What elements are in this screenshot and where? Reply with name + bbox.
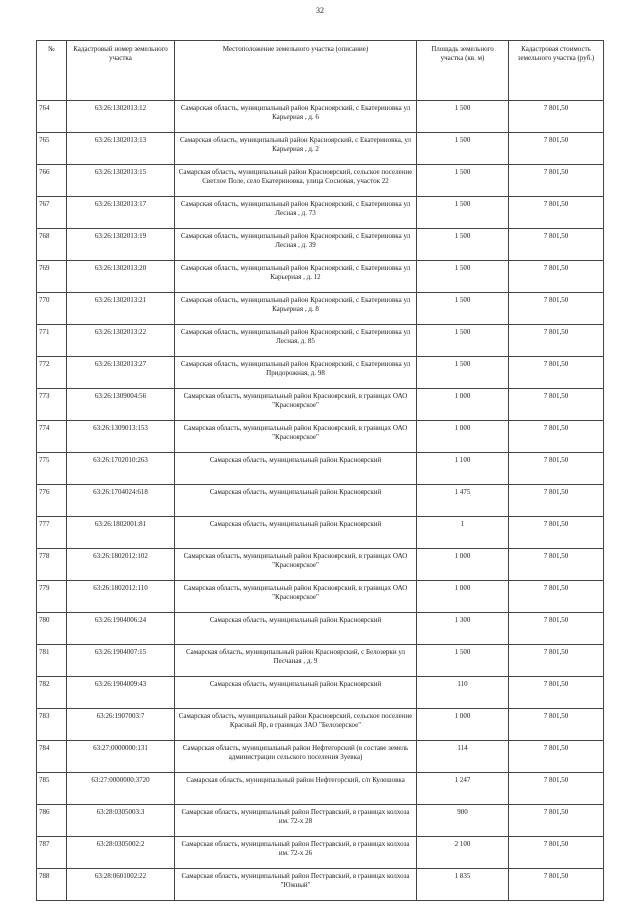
cell-cadastral: 63:26:1302013:27 — [67, 357, 175, 389]
cell-area: 1 500 — [417, 229, 509, 261]
cell-location: Самарская область, муниципальный район Пестравский, в границах колхоза им. 72-х 28 — [175, 805, 417, 837]
cell-location: Самарская область, муниципальный район Красноярский, с Екатериновка ул Лесная , д. 73 — [175, 197, 417, 229]
table-row — [37, 325, 604, 357]
cell-area: 1 500 — [417, 133, 509, 165]
cell-cadastral: 63:28:0305003:3 — [67, 805, 175, 837]
cell-cost: 7 801,50 — [509, 485, 604, 517]
cell-num: 764 — [37, 101, 67, 133]
cell-num: 788 — [37, 869, 67, 901]
cell-cost: 7 801,50 — [509, 869, 604, 901]
cell-cadastral: 63:28:0305002:2 — [67, 837, 175, 869]
cell-cadastral: 63:26:1309004:56 — [67, 389, 175, 421]
cell-location: Самарская область, муниципальный район Красноярский, в границах ОАО "Красноярское" — [175, 421, 417, 453]
table-row — [37, 773, 604, 805]
cell-num: 777 — [37, 517, 67, 549]
cell-cost: 7 801,50 — [509, 101, 604, 133]
cell-location: Самарская область, муниципальный район Красноярский, с Екатериновка ул Карьерная , д. 6 — [175, 101, 417, 133]
cell-area: 1 835 — [417, 869, 509, 901]
table-row — [37, 741, 604, 773]
header-area: Площадь земельного участка (кв. м) — [417, 41, 509, 101]
cell-area: 1 500 — [417, 357, 509, 389]
cell-location: Самарская область, муниципальный район Красноярский, в границах ОАО "Красноярское" — [175, 581, 417, 613]
table-row — [37, 613, 604, 645]
table-row — [37, 389, 604, 421]
cell-cadastral: 63:26:1302013:20 — [67, 261, 175, 293]
table-row — [37, 421, 604, 453]
cell-area: 1 500 — [417, 101, 509, 133]
table-row — [37, 837, 604, 869]
cell-location: Самарская область, муниципальный район Красноярский — [175, 517, 417, 549]
cell-area: 114 — [417, 741, 509, 773]
table-row — [37, 133, 604, 165]
cell-cadastral: 63:27:0000000:3720 — [67, 773, 175, 805]
table-row — [37, 517, 604, 549]
cell-area: 1 000 — [417, 421, 509, 453]
cell-num: 775 — [37, 453, 67, 485]
cell-area: 1 000 — [417, 389, 509, 421]
cell-num: 766 — [37, 165, 67, 197]
cell-cost: 7 801,50 — [509, 677, 604, 709]
page-number: 32 — [316, 6, 324, 15]
table-row — [37, 293, 604, 325]
cell-location: Самарская область, муниципальный район Красноярский — [175, 677, 417, 709]
cell-area: 1 — [417, 517, 509, 549]
cell-cadastral: 63:26:1309013:153 — [67, 421, 175, 453]
table-row — [37, 645, 604, 677]
cell-num: 776 — [37, 485, 67, 517]
cell-location: Самарская область, муниципальный район Красноярский, с Екатериновка ул Карьерная , д. 8 — [175, 293, 417, 325]
cell-num: 784 — [37, 741, 67, 773]
cell-area: 1 247 — [417, 773, 509, 805]
cell-num: 786 — [37, 805, 67, 837]
cell-location: Самарская область, муниципальный район Красноярский — [175, 613, 417, 645]
cell-num: 771 — [37, 325, 67, 357]
cell-area: 1 500 — [417, 293, 509, 325]
cell-cost: 7 801,50 — [509, 453, 604, 485]
cell-num: 782 — [37, 677, 67, 709]
cell-num: 770 — [37, 293, 67, 325]
cell-cadastral: 63:26:1302013:13 — [67, 133, 175, 165]
cell-cost: 7 801,50 — [509, 645, 604, 677]
cell-cadastral: 63:26:1302013:19 — [67, 229, 175, 261]
table-row — [37, 485, 604, 517]
cell-area: 1 475 — [417, 485, 509, 517]
table-row — [37, 165, 604, 197]
cell-location: Самарская область, муниципальный район Красноярский, с Екатериновка ул Лесная , д. 39 — [175, 229, 417, 261]
cell-location: Самарская область, муниципальный район Нефтегорский, с/п Кулешовка — [175, 773, 417, 805]
table-row — [37, 101, 604, 133]
cell-num: 781 — [37, 645, 67, 677]
cell-location: Самарская область, муниципальный район Красноярский, с Екатериновка, ул Карьерная , д. 2 — [175, 133, 417, 165]
cell-num: 772 — [37, 357, 67, 389]
header-location: Местоположение земельного участка (описание) — [175, 41, 417, 101]
cell-num: 778 — [37, 549, 67, 581]
table-row — [37, 869, 604, 901]
cell-num: 780 — [37, 613, 67, 645]
land-registry-table — [36, 40, 604, 901]
cell-location: Самарская область, муниципальный район Красноярский, с Екатериновка ул Придорожная, д. 98 — [175, 357, 417, 389]
cell-num: 774 — [37, 421, 67, 453]
cell-cadastral: 63:26:1802012:110 — [67, 581, 175, 613]
cell-cadastral: 63:26:1302013:21 — [67, 293, 175, 325]
header-num: № — [37, 41, 67, 101]
cell-cadastral: 63:26:1904007:15 — [67, 645, 175, 677]
table-header-row — [37, 41, 604, 101]
table-row — [37, 709, 604, 741]
cell-cost: 7 801,50 — [509, 613, 604, 645]
cell-cadastral: 63:26:1302013:22 — [67, 325, 175, 357]
cell-area: 1 500 — [417, 325, 509, 357]
cell-cost: 7 801,50 — [509, 421, 604, 453]
table-row — [37, 453, 604, 485]
cell-cadastral: 63:28:0601002:22 — [67, 869, 175, 901]
cell-location: Самарская область, муниципальный район Красноярский, сельское поселение Красный Яр, в границах ЗАО "Белозерское" — [175, 709, 417, 741]
cell-cadastral: 63:26:1802001:81 — [67, 517, 175, 549]
cell-num: 787 — [37, 837, 67, 869]
cell-num: 765 — [37, 133, 67, 165]
cell-area: 1 000 — [417, 581, 509, 613]
cell-area: 110 — [417, 677, 509, 709]
cell-cost: 7 801,50 — [509, 741, 604, 773]
cell-cadastral: 63:26:1802012:102 — [67, 549, 175, 581]
table-body — [37, 101, 604, 901]
table-row — [37, 229, 604, 261]
cell-cost: 7 801,50 — [509, 325, 604, 357]
cell-cost: 7 801,50 — [509, 229, 604, 261]
cell-cadastral: 63:27:0000000:131 — [67, 741, 175, 773]
table-row — [37, 549, 604, 581]
cell-location: Самарская область, муниципальный район Красноярский, в границах ОАО "Красноярское" — [175, 549, 417, 581]
cell-num: 769 — [37, 261, 67, 293]
table-row — [37, 805, 604, 837]
cell-area: 1 500 — [417, 261, 509, 293]
cell-cadastral: 63:26:1907003:7 — [67, 709, 175, 741]
cell-location: Самарская область, муниципальный район Красноярский — [175, 485, 417, 517]
cell-cost: 7 801,50 — [509, 709, 604, 741]
cell-area: 1 000 — [417, 549, 509, 581]
cell-location: Самарская область, муниципальный район Красноярский, в границах ОАО "Красноярское" — [175, 389, 417, 421]
cell-cadastral: 63:26:1302013:15 — [67, 165, 175, 197]
cell-cost: 7 801,50 — [509, 357, 604, 389]
cell-num: 768 — [37, 229, 67, 261]
cell-cadastral: 63:26:1704024:618 — [67, 485, 175, 517]
cell-cost: 7 801,50 — [509, 549, 604, 581]
cell-location: Самарская область, муниципальный район Красноярский, с Екатериновка ул Карьерная , д. 12 — [175, 261, 417, 293]
cell-cost: 7 801,50 — [509, 581, 604, 613]
cell-cost: 7 801,50 — [509, 133, 604, 165]
cell-cadastral: 63:26:1702010:263 — [67, 453, 175, 485]
cell-location: Самарская область, муниципальный район Красноярский, с Белозерки ул Песчаная , д. 9 — [175, 645, 417, 677]
cell-cadastral: 63:26:1904009:43 — [67, 677, 175, 709]
table-row — [37, 357, 604, 389]
cell-location: Самарская область, муниципальный район Пестравский, в границах колхоза им. 72-х 26 — [175, 837, 417, 869]
cell-area: 1 100 — [417, 453, 509, 485]
cell-area: 2 100 — [417, 837, 509, 869]
cell-num: 773 — [37, 389, 67, 421]
cell-num: 779 — [37, 581, 67, 613]
cell-cost: 7 801,50 — [509, 389, 604, 421]
cell-cost: 7 801,50 — [509, 805, 604, 837]
cell-cost: 7 801,50 — [509, 837, 604, 869]
cell-cost: 7 801,50 — [509, 165, 604, 197]
table-row — [37, 677, 604, 709]
header-cadastral: Кадастровый номер земельного участка — [67, 41, 175, 101]
cell-num: 783 — [37, 709, 67, 741]
table-row — [37, 261, 604, 293]
cell-cost: 7 801,50 — [509, 293, 604, 325]
cell-location: Самарская область, муниципальный район Нефтегорский (в составе земель администрации сельского поселения Зуевка) — [175, 741, 417, 773]
cell-num: 785 — [37, 773, 67, 805]
table-row — [37, 197, 604, 229]
cell-location: Самарская область, муниципальный район Красноярский — [175, 453, 417, 485]
cell-area: 1 000 — [417, 709, 509, 741]
cell-area: 1 500 — [417, 645, 509, 677]
cell-cadastral: 63:26:1302013:12 — [67, 101, 175, 133]
cell-cadastral: 63:26:1302013:17 — [67, 197, 175, 229]
header-cost: Кадастровая стоимость земельного участка (руб.) — [509, 41, 604, 101]
table-row — [37, 581, 604, 613]
cell-area: 900 — [417, 805, 509, 837]
cell-cost: 7 801,50 — [509, 261, 604, 293]
cell-location: Самарская область, муниципальный район Пестравский, в границах колхоза "Южный" — [175, 869, 417, 901]
cell-area: 1 500 — [417, 165, 509, 197]
cell-cost: 7 801,50 — [509, 773, 604, 805]
cell-area: 1 300 — [417, 613, 509, 645]
cell-cost: 7 801,50 — [509, 517, 604, 549]
cell-num: 767 — [37, 197, 67, 229]
cell-cost: 7 801,50 — [509, 197, 604, 229]
cell-location: Самарская область, муниципальный район Красноярский, с Екатериновка ул Лесная, д. 85 — [175, 325, 417, 357]
cell-cadastral: 63:26:1904006:24 — [67, 613, 175, 645]
cell-area: 1 500 — [417, 197, 509, 229]
cell-location: Самарская область, муниципальный район Красноярский, сельское поселение Светлое Поле, село Екатериновка, улица Сосновая, участок 22 — [175, 165, 417, 197]
